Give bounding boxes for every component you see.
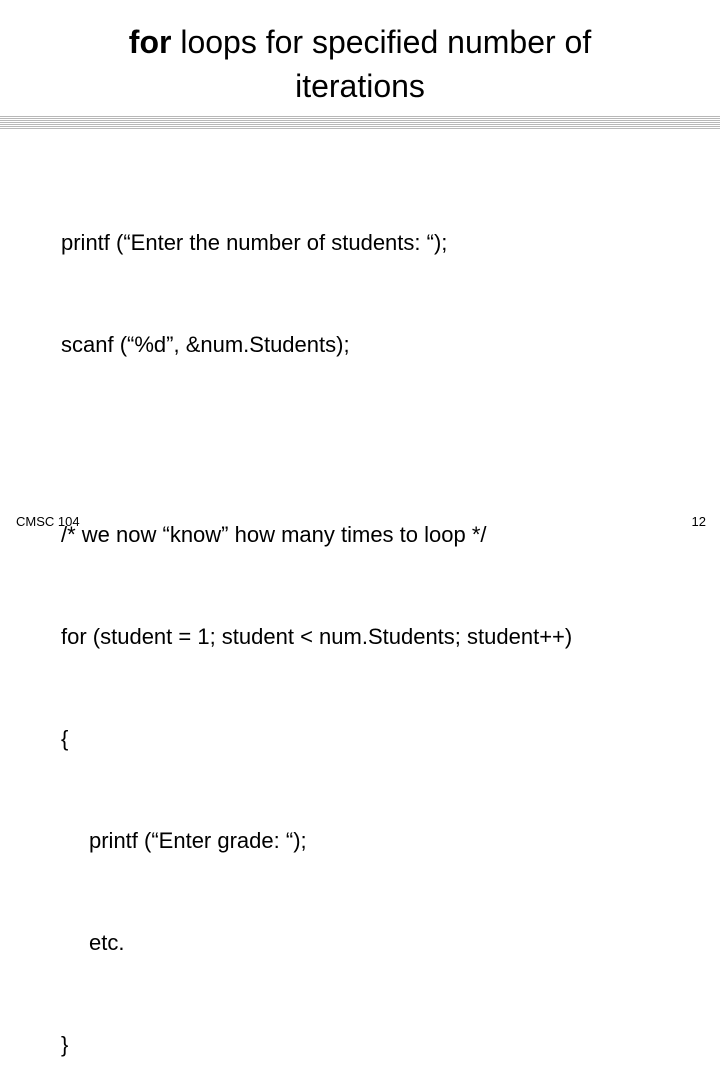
code-line-close-brace: }	[61, 1032, 69, 1057]
title-divider	[0, 116, 720, 130]
title-keyword: for	[128, 24, 172, 60]
title-rest: loops for specified number of	[171, 24, 592, 60]
footer-page-number: 12	[691, 514, 706, 529]
slide-title	[60, 20, 660, 108]
footer-course: CMSC 104	[16, 514, 80, 529]
code-line-printf-grade: printf (“Enter grade: “);	[89, 828, 307, 853]
code-line-open-brace: {	[61, 726, 69, 751]
code-line-for: for (student = 1; student < num.Students; student++)	[61, 624, 573, 649]
code-line-etc: etc.	[89, 930, 125, 955]
code-line-comment: /* we now “know” how many times to loop */	[61, 522, 487, 547]
blank-line	[61, 430, 572, 450]
title-line-2: iterations	[295, 68, 425, 104]
slide-body	[61, 158, 572, 1080]
code-line-scanf: scanf (“%d”, &num.Students);	[61, 332, 350, 357]
title-line-1	[60, 20, 660, 64]
code-line-printf-students: printf (“Enter the number of students: “);	[61, 230, 448, 255]
